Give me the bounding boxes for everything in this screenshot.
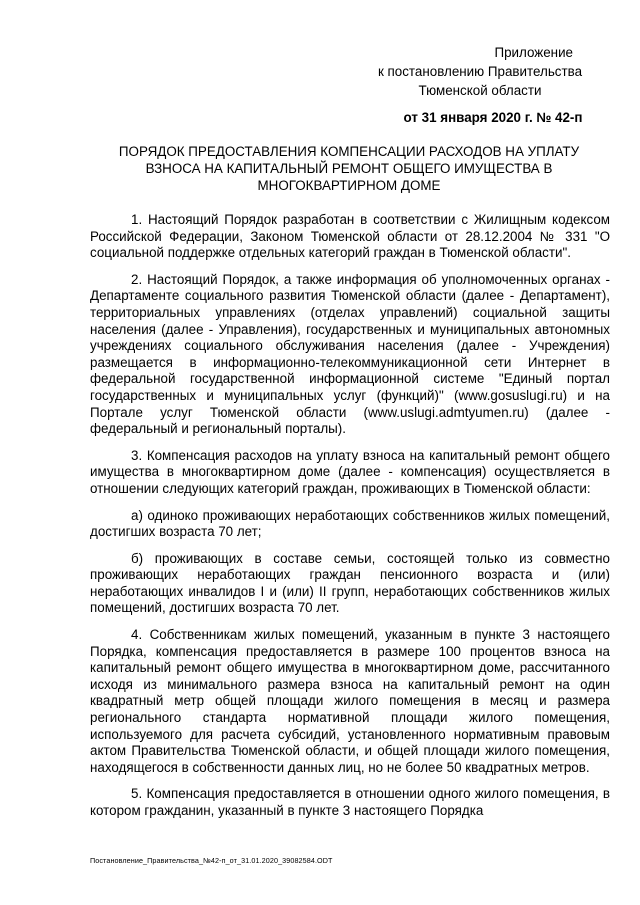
paragraph-5: 5. Компенсация предоставляется в отношении одного жилого помещения, в котором гражданин, указанный в пункте 3 настоящего Порядка bbox=[90, 786, 610, 818]
paragraph-1: 1. Настоящий Порядок разработан в соответствии с Жилищным кодексом Российской Федерации, Законом Тюменской области от 28.12.2004 № 331 "О социальной поддержке отдельных категорий граждан в Тюменской области". bbox=[90, 212, 610, 261]
paragraph-2: 2. Настоящий Порядок, а также информация об уполномоченных органах - Департаменте социального развития Тюменской области (далее - Департамент), территориальных управлениях (отделах управлений) социальной защиты населения (далее - Управления), государственных и муниципальных автономных учреждениях социального обслуживания населения (далее - Учреждения) размещается в информационно-телекоммуникационной сети Интернет в федеральной государственной информационной системе "Единый портал государственных и муниципальных услуг (функций)" (www.gosuslugi.ru) и на Портале услуг Тюменской области (www.uslugi.admtyumen.ru) (далее - федеральный и региональный порталы). bbox=[90, 271, 610, 437]
paragraph-3: 3. Компенсация расходов на уплату взноса на капитальный ремонт общего имущества в многоквартирном доме (далее - компенсация) осуществляется в отношении следующих категорий граждан, проживающих в Тюменской области: bbox=[90, 447, 610, 496]
appendix-block bbox=[354, 43, 594, 127]
appendix-label: Приложение bbox=[494, 45, 573, 60]
file-name-footer: Постановление_Правительства_№42-п_от_31.01.2020_39082584.ODT bbox=[90, 856, 333, 865]
document-title: ПОРЯДОК ПРЕДОСТАВЛЕНИЯ КОМПЕНСАЦИИ РАСХОДОВ НА УПЛАТУ ВЗНОСА НА КАПИТАЛЬНЫЙ РЕМОНТ ОБЩЕГО ИМУЩЕСТВА В МНОГОКВАРТИРНОМ ДОМЕ bbox=[118, 144, 580, 193]
appendix-resolution-line: к постановлению Правительства bbox=[377, 64, 583, 79]
paragraph-3b: б) проживающих в составе семьи, состоящей только из совместно проживающих неработающих граждан пенсионного возраста и (или) неработающих инвалидов I и (или) II групп, неработающих собственников жилых помещений, достигших возраста 70 лет. bbox=[90, 550, 610, 616]
paragraph-4: 4. Собственникам жилых помещений, указанным в пункте 3 настоящего Порядка, компенсация предоставляется в размере 100 процентов взноса на капитальный ремонт общего имущества в многоквартирном доме, рассчитанного исходя из минимального размера взноса на капитальный ремонт на один квадратный метр общей площади жилого помещения в месяц и размера регионального стандарта нормативной площади жилого помещения, используемого для расчета субсидий, установленного нормативным правовым актом Правительства Тюменской области, и общей площади жилого помещения, находящегося в собственности данных лиц, но не более 50 квадратных метров. bbox=[90, 627, 610, 775]
appendix-date: от 31 января 2020 г. № 42-п bbox=[403, 110, 583, 125]
document-body bbox=[90, 212, 610, 830]
paragraph-3a: а) одиноко проживающих неработающих собственников жилых помещений, достигших возраста 70 лет; bbox=[90, 507, 610, 540]
appendix-region-line: Тюменской области bbox=[418, 83, 542, 98]
